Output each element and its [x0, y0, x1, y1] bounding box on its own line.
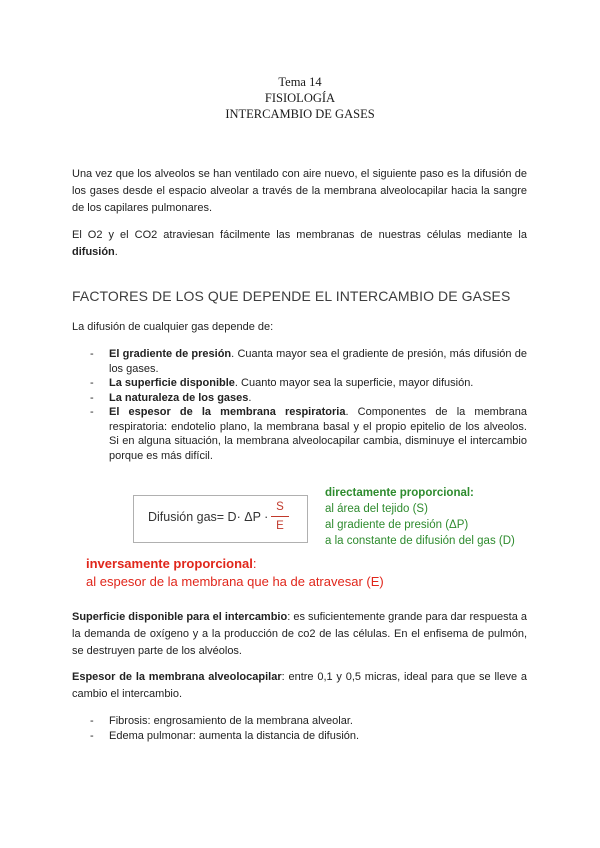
bullet-text: . Cuanto mayor sea la superficie, mayor difusión.: [234, 377, 474, 389]
header-title: INTERCAMBIO DE GASES: [225, 107, 375, 121]
intro-p2-bold: difusión: [72, 246, 115, 258]
fraction-denominator: E: [276, 520, 284, 532]
list-item: [72, 405, 527, 463]
intro-paragraph-1: Una vez que los alveolos se han ventilado con aire nuevo, el siguiente paso es la difusión de los gases desde el espacio alveolar a través de la membrana alveolocapilar hacia la sangre de los capilares pulmonares.: [72, 168, 527, 214]
direct-item: al gradiente de presión (ΔP): [325, 519, 469, 531]
condition-text: Fibrosis: engrosamiento de la membrana alveolar.: [109, 715, 353, 727]
inverse-line: al espesor de la membrana que ha de atravesar (E): [86, 574, 384, 589]
inverse-proportional-note: [86, 555, 384, 591]
intro-p2-text: El O2 y el CO2 atraviesan fácilmente las membranas de nuestras células mediante la: [72, 229, 527, 241]
surface-text: : es suficientemente grande para dar respuesta a la demanda de oxígeno y a la producción de co2 de las células. En el enfisema de pulmón, se destruyen parte de los alvéolos.: [72, 611, 527, 657]
bullet-bold: La superficie disponible: [109, 377, 235, 389]
direct-item: al área del tejido (S): [325, 503, 428, 515]
fraction-bar: [271, 516, 289, 517]
diffusion-formula-box: [133, 495, 308, 543]
header-topic: Tema 14: [278, 75, 322, 89]
bullet-dash: -: [90, 377, 94, 389]
list-item: [72, 729, 527, 744]
bullet-bold: El gradiente de presión: [109, 348, 232, 360]
thickness-text: : entre 0,1 y 0,5 micras, ideal para que se lleve a cambio el intercambio.: [72, 671, 527, 700]
bullet-bold: El espesor de la membrana respiratoria: [109, 406, 346, 418]
intro-paragraph-2: [72, 227, 527, 261]
factors-list: [72, 347, 527, 463]
direct-item: a la constante de difusión del gas (D): [325, 535, 515, 547]
formula-lhs: Difusión gas= D· ΔP ·: [148, 510, 269, 524]
bullet-text: .: [248, 391, 252, 404]
bullet-dash: -: [90, 348, 94, 360]
conditions-list: [72, 714, 527, 743]
surface-bold: Superficie disponible para el intercambio: [72, 611, 288, 623]
bullet-dash: -: [90, 391, 94, 404]
header-subject: FISIOLOGÍA: [264, 91, 336, 105]
list-item: [72, 714, 527, 729]
list-item: [72, 347, 527, 376]
bullet-text: . Componentes de la membrana respiratoria: endotelio plano, la membrana basal y el propio epitelio de los alveolos. Si en alguna situación, la membrana alveolocapilar cambia, disminuye el intercambio porque es más difícil.: [109, 406, 527, 462]
direct-proportional-note: [325, 485, 515, 549]
bullet-dash: -: [90, 729, 94, 742]
intro-p2-end: .: [114, 246, 118, 258]
bullet-text: . Cuanta mayor sea el gradiente de presión, más difusión de los gases.: [109, 348, 527, 375]
bullet-bold: La naturaleza de los gases: [109, 391, 249, 404]
fraction-numerator: S: [276, 501, 284, 513]
thickness-paragraph: [72, 669, 527, 703]
list-item: [72, 391, 527, 406]
surface-paragraph: [72, 609, 527, 660]
bullet-dash: -: [90, 406, 94, 418]
bullet-dash: -: [90, 715, 94, 727]
inverse-title: inversamente proporcional: [86, 556, 253, 571]
section-lead: La difusión de cualquier gas depende de:: [72, 321, 274, 333]
document-header: [0, 74, 600, 122]
thickness-bold: Espesor de la membrana alveolocapilar: [72, 671, 282, 683]
inverse-colon: :: [252, 556, 257, 571]
section-heading: FACTORES DE LOS QUE DEPENDE EL INTERCAMBIO DE GASES: [72, 288, 511, 304]
condition-text: Edema pulmonar: aumenta la distancia de difusión.: [109, 729, 360, 742]
direct-title: directamente proporcional:: [325, 487, 474, 499]
formula-fraction: [271, 500, 289, 533]
list-item: [72, 376, 527, 391]
